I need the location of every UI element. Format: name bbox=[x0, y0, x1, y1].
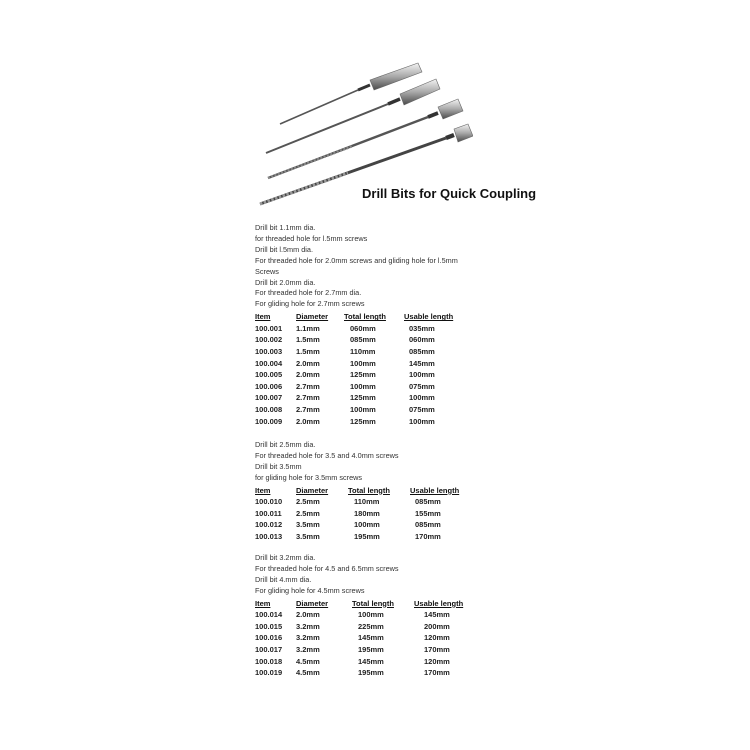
table-row bbox=[255, 496, 480, 508]
item-cell: 100.008 bbox=[255, 405, 283, 414]
total-length-cell: 110mm bbox=[354, 497, 380, 507]
table-row bbox=[255, 531, 480, 543]
table-row bbox=[255, 644, 484, 656]
description-line: Screws bbox=[255, 266, 279, 276]
diameter-cell: 3.2mm bbox=[296, 621, 320, 631]
total-length-cell: 060mm bbox=[350, 323, 376, 333]
total-length-cell: 100mm bbox=[354, 520, 380, 530]
diameter-cell: 4.5mm bbox=[296, 668, 320, 678]
usable-length-cell: 120mm bbox=[424, 656, 450, 666]
usable-length-cell: 145mm bbox=[409, 358, 435, 368]
table-row bbox=[255, 656, 484, 668]
item-cell: 100.015 bbox=[255, 621, 283, 631]
diameter-cell: 1.5mm bbox=[296, 347, 320, 357]
column-header: Diameter bbox=[296, 598, 329, 608]
description-line: Drill bit 2.5mm dia. bbox=[255, 440, 316, 449]
table-row bbox=[255, 632, 484, 644]
item-cell: 100.012 bbox=[255, 520, 283, 530]
section-description bbox=[255, 553, 484, 597]
description-line: for gliding hole for 3.5mm screws bbox=[255, 472, 363, 482]
usable-length-cell: 085mm bbox=[409, 347, 435, 357]
product-section bbox=[255, 223, 474, 427]
table-row bbox=[255, 323, 474, 335]
usable-length-cell: 075mm bbox=[409, 405, 435, 414]
item-cell: 100.019 bbox=[255, 668, 283, 678]
description-line: Drill bit 1.1mm dia. bbox=[255, 223, 316, 232]
table-row bbox=[255, 334, 474, 346]
table-row bbox=[255, 369, 474, 381]
item-cell: 100.004 bbox=[255, 358, 283, 368]
item-cell: 100.009 bbox=[255, 416, 283, 426]
item-cell: 100.006 bbox=[255, 381, 283, 391]
table-header-row bbox=[255, 598, 484, 610]
diameter-cell: 3.5mm bbox=[296, 520, 320, 530]
description-line: For threaded hole for 3.5 and 4.0mm screws bbox=[255, 450, 399, 460]
usable-length-cell: 200mm bbox=[424, 621, 450, 631]
total-length-cell: 195mm bbox=[358, 668, 384, 678]
column-header: Total length bbox=[344, 312, 386, 322]
table-row bbox=[255, 392, 474, 404]
table-header-row bbox=[255, 485, 480, 497]
usable-length-cell: 170mm bbox=[415, 532, 441, 541]
diameter-cell: 2.0mm bbox=[296, 416, 320, 426]
product-table bbox=[255, 311, 474, 427]
item-cell: 100.010 bbox=[255, 497, 283, 507]
description-line: For gliding hole for 2.7mm screws bbox=[255, 299, 365, 309]
diameter-cell: 3.2mm bbox=[296, 633, 320, 643]
usable-length-cell: 060mm bbox=[409, 335, 435, 345]
column-header: Item bbox=[255, 485, 271, 495]
diameter-cell: 2.7mm bbox=[296, 393, 320, 403]
column-header: Diameter bbox=[296, 485, 329, 495]
usable-length-cell: 120mm bbox=[424, 633, 450, 643]
column-header: Total length bbox=[348, 485, 390, 495]
item-cell: 100.014 bbox=[255, 610, 283, 620]
description-line: For gliding hole for 4.5mm screws bbox=[255, 585, 365, 595]
table-row bbox=[255, 609, 484, 621]
item-cell: 100.003 bbox=[255, 347, 283, 357]
product-table bbox=[255, 485, 480, 543]
column-header: Item bbox=[255, 312, 271, 322]
description-line: Drill bit 3.2mm dia. bbox=[255, 553, 316, 562]
item-cell: 100.013 bbox=[255, 532, 283, 541]
diameter-cell: 2.0mm bbox=[296, 370, 320, 380]
usable-length-cell: 100mm bbox=[409, 370, 435, 380]
column-header: Usable length bbox=[414, 598, 464, 608]
table-header-row bbox=[255, 311, 474, 323]
usable-length-cell: 035mm bbox=[409, 323, 435, 333]
section-description bbox=[255, 440, 480, 484]
product-table bbox=[255, 598, 484, 679]
usable-length-cell: 100mm bbox=[409, 416, 435, 426]
total-length-cell: 225mm bbox=[358, 621, 384, 631]
page-title: Drill Bits for Quick Coupling bbox=[362, 186, 537, 201]
description-line: for threaded hole for l.5mm screws bbox=[255, 233, 368, 243]
diameter-cell: 3.5mm bbox=[296, 532, 320, 541]
column-header: Total length bbox=[352, 598, 394, 608]
usable-length-cell: 145mm bbox=[424, 610, 450, 620]
diameter-cell: 2.5mm bbox=[296, 497, 320, 507]
diameter-cell: 1.1mm bbox=[296, 323, 320, 333]
description-line: For threaded hole for 4.5 and 6.5mm screws bbox=[255, 563, 399, 573]
diameter-cell: 4.5mm bbox=[296, 656, 320, 666]
item-cell: 100.016 bbox=[255, 633, 283, 643]
total-length-cell: 100mm bbox=[358, 610, 384, 620]
diameter-cell: 1.5mm bbox=[296, 335, 320, 345]
total-length-cell: 100mm bbox=[350, 405, 376, 414]
total-length-cell: 145mm bbox=[358, 633, 384, 643]
item-cell: 100.001 bbox=[255, 323, 283, 333]
total-length-cell: 085mm bbox=[350, 335, 376, 345]
usable-length-cell: 170mm bbox=[424, 668, 450, 678]
usable-length-cell: 155mm bbox=[415, 508, 441, 518]
diameter-cell: 2.5mm bbox=[296, 508, 320, 518]
table-row bbox=[255, 404, 474, 416]
total-length-cell: 110mm bbox=[350, 347, 376, 357]
section-description bbox=[255, 223, 474, 310]
table-row bbox=[255, 519, 480, 531]
total-length-cell: 195mm bbox=[358, 645, 384, 654]
total-length-cell: 195mm bbox=[354, 532, 380, 541]
table-row bbox=[255, 416, 474, 428]
total-length-cell: 180mm bbox=[354, 508, 380, 518]
item-cell: 100.018 bbox=[255, 656, 283, 666]
diameter-cell: 2.7mm bbox=[296, 381, 320, 391]
usable-length-cell: 075mm bbox=[409, 381, 435, 391]
usable-length-cell: 170mm bbox=[424, 645, 450, 654]
usable-length-cell: 085mm bbox=[415, 497, 441, 507]
total-length-cell: 125mm bbox=[350, 416, 376, 426]
drill-bit-icon bbox=[266, 79, 440, 153]
table-row bbox=[255, 381, 474, 393]
diameter-cell: 2.0mm bbox=[296, 358, 320, 368]
total-length-cell: 145mm bbox=[358, 656, 384, 666]
item-cell: 100.005 bbox=[255, 370, 283, 380]
table-row bbox=[255, 346, 474, 358]
column-header: Diameter bbox=[296, 312, 329, 322]
total-length-cell: 125mm bbox=[350, 370, 376, 380]
description-line: Drill bit 4.mm dia. bbox=[255, 574, 312, 584]
column-header: Item bbox=[255, 598, 271, 608]
table-row bbox=[255, 621, 484, 633]
usable-length-cell: 100mm bbox=[409, 393, 435, 403]
description-line: Drill bit l.5mm dia. bbox=[255, 244, 313, 254]
table-row bbox=[255, 358, 474, 370]
item-cell: 100.007 bbox=[255, 393, 283, 403]
product-section bbox=[255, 440, 480, 543]
diameter-cell: 2.7mm bbox=[296, 405, 320, 414]
product-section bbox=[255, 553, 484, 679]
total-length-cell: 100mm bbox=[350, 381, 376, 391]
item-cell: 100.017 bbox=[255, 645, 283, 654]
table-row bbox=[255, 667, 484, 679]
column-header: Usable length bbox=[404, 312, 454, 322]
description-line: For threaded hole for 2.0mm screws and gliding hole for l.5mm bbox=[255, 255, 458, 265]
description-line: Drill bit 3.5mm bbox=[255, 461, 302, 471]
item-cell: 100.002 bbox=[255, 335, 283, 345]
description-line: For threaded hole for 2.7mm dia. bbox=[255, 288, 362, 298]
description-line: Drill bit 2.0mm dia. bbox=[255, 277, 316, 287]
diameter-cell: 2.0mm bbox=[296, 610, 320, 620]
usable-length-cell: 085mm bbox=[415, 520, 441, 530]
table-row bbox=[255, 508, 480, 520]
diameter-cell: 3.2mm bbox=[296, 645, 320, 654]
total-length-cell: 125mm bbox=[350, 393, 376, 403]
column-header: Usable length bbox=[410, 485, 460, 495]
item-cell: 100.011 bbox=[255, 508, 282, 518]
total-length-cell: 100mm bbox=[350, 358, 376, 368]
